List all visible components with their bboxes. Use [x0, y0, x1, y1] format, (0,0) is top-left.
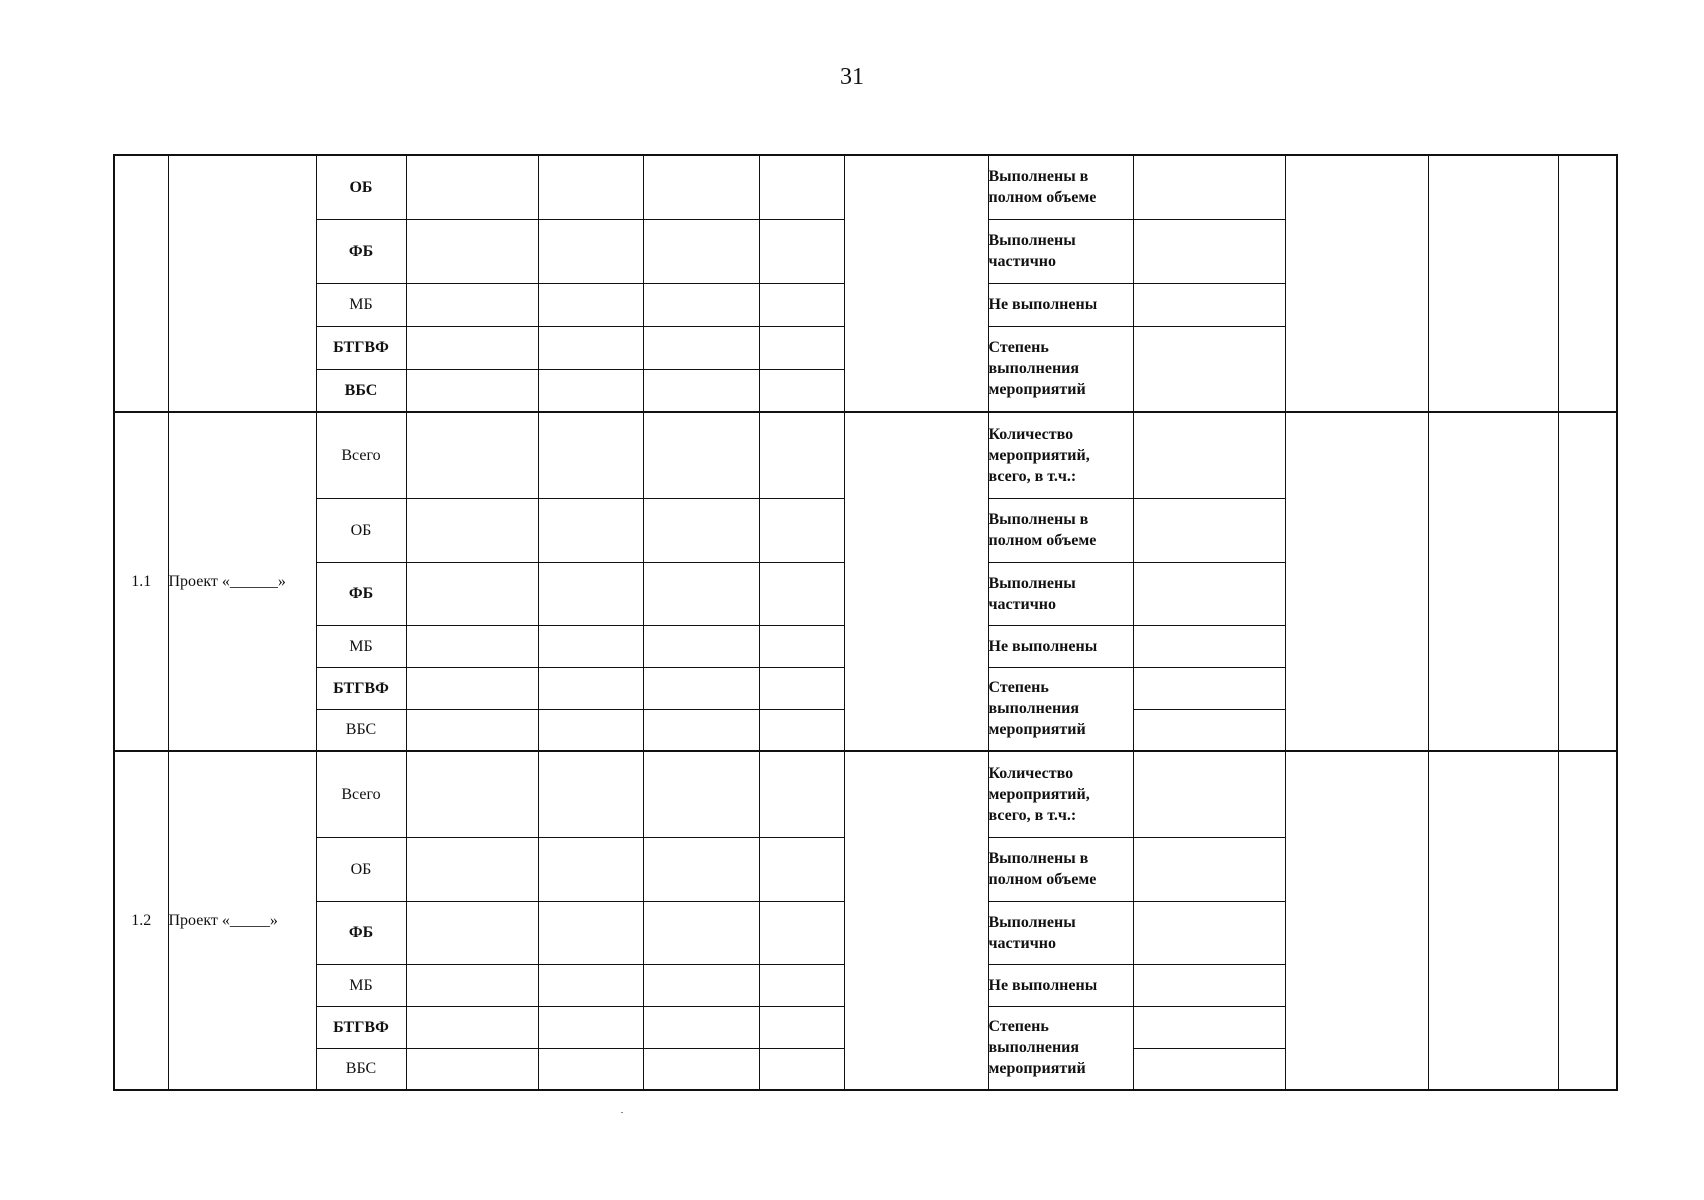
fund-source: БТГВФ: [316, 1006, 406, 1048]
fund-source: ВБС: [316, 1048, 406, 1090]
fund-source: ВБС: [316, 369, 406, 412]
fund-source: ОБ: [316, 155, 406, 219]
indicator-label: Выполнены в полном объеме: [988, 155, 1133, 219]
indicator-label: Выполнены частично: [988, 901, 1133, 964]
row-number: [114, 155, 168, 412]
fund-source: ВБС: [316, 709, 406, 751]
project-name: Проект «_____»: [168, 751, 316, 1090]
indicator-label: Не выполнены: [988, 283, 1133, 326]
table-row: [114, 751, 1617, 837]
indicator-label: Степень выполнения мероприятий: [988, 1006, 1133, 1090]
page-number: 31: [840, 64, 864, 90]
fund-source: БТГВФ: [316, 667, 406, 709]
results-table: [113, 154, 1618, 1091]
indicator-label: Выполнены частично: [988, 562, 1133, 625]
project-name: Проект «______»: [168, 412, 316, 751]
fund-source: МБ: [316, 964, 406, 1006]
project-name: [168, 155, 316, 412]
fund-source: ФБ: [316, 219, 406, 283]
fund-source: Всего: [316, 412, 406, 498]
row-number: 1.2: [114, 751, 168, 1090]
indicator-label: Не выполнены: [988, 964, 1133, 1006]
row-number: 1.1: [114, 412, 168, 751]
indicator-label: Количество мероприятий, всего, в т.ч.:: [988, 751, 1133, 837]
fund-source: ОБ: [316, 498, 406, 562]
fund-source: ФБ: [316, 562, 406, 625]
indicator-label: Степень выполнения мероприятий: [988, 667, 1133, 751]
indicator-label: Выполнены в полном объеме: [988, 837, 1133, 901]
indicator-label: Не выполнены: [988, 625, 1133, 667]
indicator-label: Выполнены в полном объеме: [988, 498, 1133, 562]
fund-source: МБ: [316, 625, 406, 667]
fund-source: МБ: [316, 283, 406, 326]
indicator-label: Количество мероприятий, всего, в т.ч.:: [988, 412, 1133, 498]
scan-artifact: [621, 1112, 623, 1113]
table-row: [114, 155, 1617, 219]
indicator-label: Выполнены частично: [988, 219, 1133, 283]
table-row: [114, 412, 1617, 498]
fund-source: ОБ: [316, 837, 406, 901]
fund-source: ФБ: [316, 901, 406, 964]
indicator-label: Степень выполнения мероприятий: [988, 326, 1133, 412]
fund-source: БТГВФ: [316, 326, 406, 369]
fund-source: Всего: [316, 751, 406, 837]
